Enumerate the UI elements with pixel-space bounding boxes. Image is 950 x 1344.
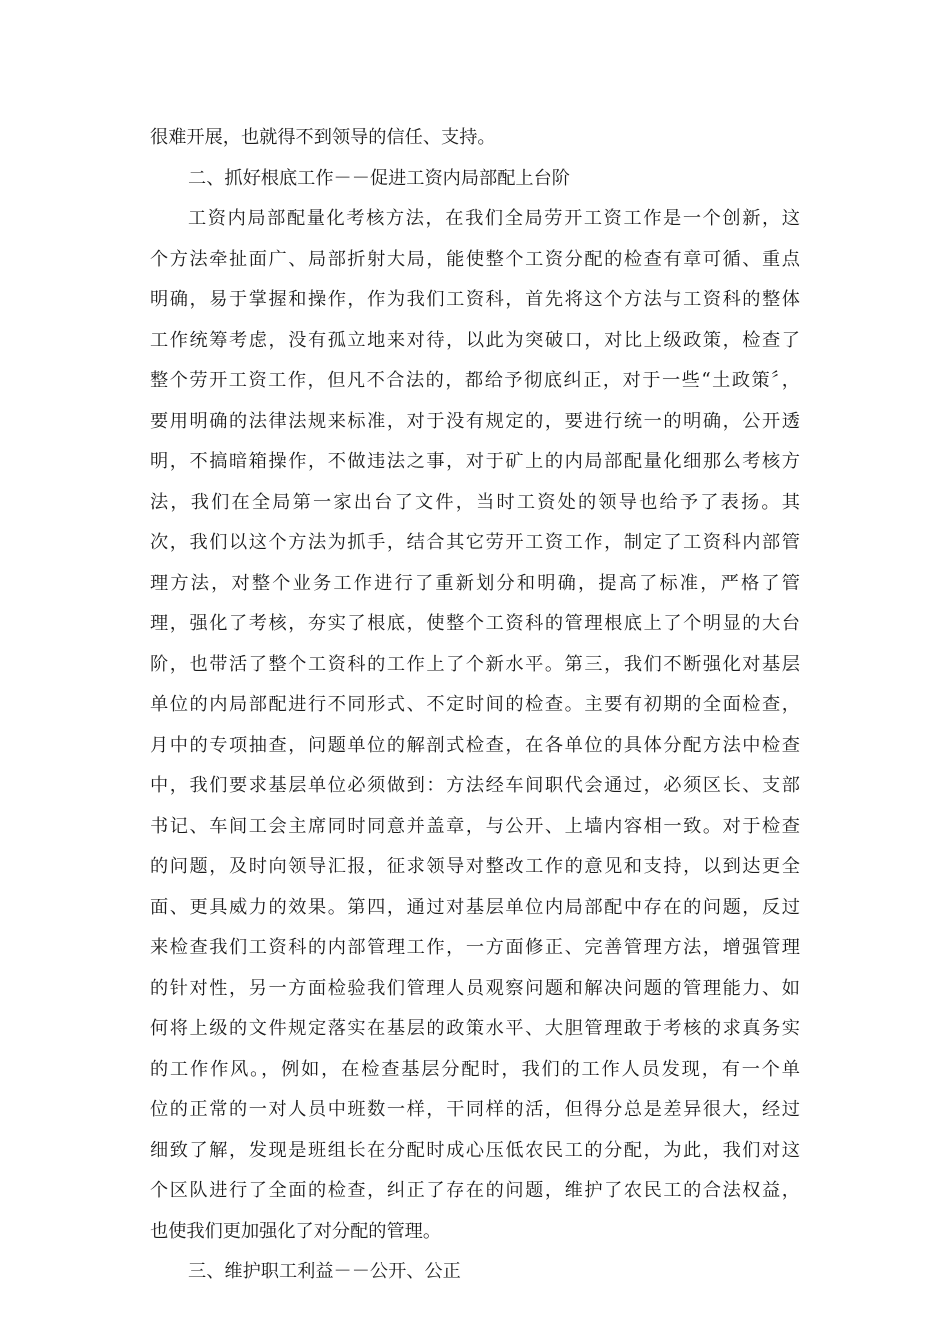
paragraph-line: 工作统筹考虑，没有孤立地来对待，以此为突破口，对比上级政策，检查了: [150, 329, 800, 351]
paragraph-line: 书记、车间工会主席同时同意并盖章，与公开、上墙内容相一致。对于检查: [150, 815, 800, 837]
section-heading-3: 三、维护职工利益－－公开、公正: [188, 1261, 461, 1282]
paragraph-line: 明，不搞暗箱操作，不做违法之事，对于矿上的内局部配量化细那么考核方: [150, 451, 800, 472]
paragraph-line: 的工作作风。，例如，在检查基层分配时，我们的工作人员发现，有一个单: [150, 1058, 800, 1080]
document-page: [150, 118, 800, 1293]
paragraph-line: 面、更具威力的效果。第四，通过对基层单位内局部配中存在的问题，反过: [150, 896, 800, 918]
paragraph-line: 中，我们要求基层单位必须做到：方法经车间职代会通过，必须区长、支部: [150, 775, 800, 796]
paragraph-line: 何将上级的文件规定落实在基层的政策水平、大胆管理敢于考核的求真务实: [150, 1018, 800, 1039]
paragraph-line: 月中的专项抽查，问题单位的解剖式检查，在各单位的具体分配方法中检查: [150, 734, 800, 756]
paragraph-line: 阶，也带活了整个工资科的工作上了个新水平。第三，我们不断强化对基层: [150, 653, 800, 675]
paragraph-line: 个方法牵扯面广、局部折射大局，能使整个工资分配的检查有章可循、重点: [150, 248, 800, 270]
paragraph-line: 理方法，对整个业务工作进行了重新划分和明确，提高了标准，严格了管: [150, 572, 800, 594]
paragraph-line: 来检查我们工资科的内部管理工作，一方面修正、完善管理方法，增强管理: [150, 937, 800, 958]
paragraph-line: 单位的内局部配进行不同形式、不定时间的检查。主要有初期的全面检查，: [150, 694, 800, 715]
paragraph-line: 的问题，及时向领导汇报，征求领导对整改工作的意见和支持，以到达更全: [150, 856, 800, 877]
paragraph-line: 的针对性，另一方面检验我们管理人员观察问题和解决问题的管理能力、如: [150, 977, 800, 999]
paragraph-line: 工资内局部配量化考核方法，在我们全局劳开工资工作是一个创新，这: [188, 208, 800, 229]
paragraph-line: 法，我们在全局第一家出台了文件，当时工资处的领导也给予了表扬。其: [150, 491, 800, 513]
paragraph-line: 也使我们更加强化了对分配的管理。: [150, 1220, 442, 1242]
paragraph-line: 理，强化了考核，夯实了根底，使整个工资科的管理根底上了个明显的大台: [150, 613, 800, 634]
paragraph-line: 要用明确的法律法规来标准，对于没有规定的，要进行统一的明确，公开透: [150, 410, 800, 432]
paragraph-line: 很难开展，也就得不到领导的信任、支持。: [150, 127, 496, 148]
section-heading-2: 二、抓好根底工作－－促进工资内局部配上台阶: [188, 167, 570, 189]
paragraph-line: 次，我们以这个方法为抓手，结合其它劳开工资工作，制定了工资科内部管: [150, 532, 800, 553]
paragraph-line: 细致了解，发现是班组长在分配时成心压低农民工的分配，为此，我们对这: [150, 1139, 800, 1161]
paragraph-line: 整个劳开工资工作，但凡不合法的，都给予彻底纠正，对于一些“土政策〞，: [150, 370, 800, 391]
paragraph-line: 个区队进行了全面的检查，纠正了存在的问题，维护了农民工的合法权益，: [150, 1180, 800, 1201]
paragraph-line: 位的正常的一对人员中班数一样，干同样的活，但得分总是差异很大，经过: [150, 1099, 800, 1120]
paragraph-body: [150, 199, 800, 1252]
paragraph-line: 明确，易于掌握和操作，作为我们工资科，首先将这个方法与工资科的整体: [150, 289, 800, 310]
